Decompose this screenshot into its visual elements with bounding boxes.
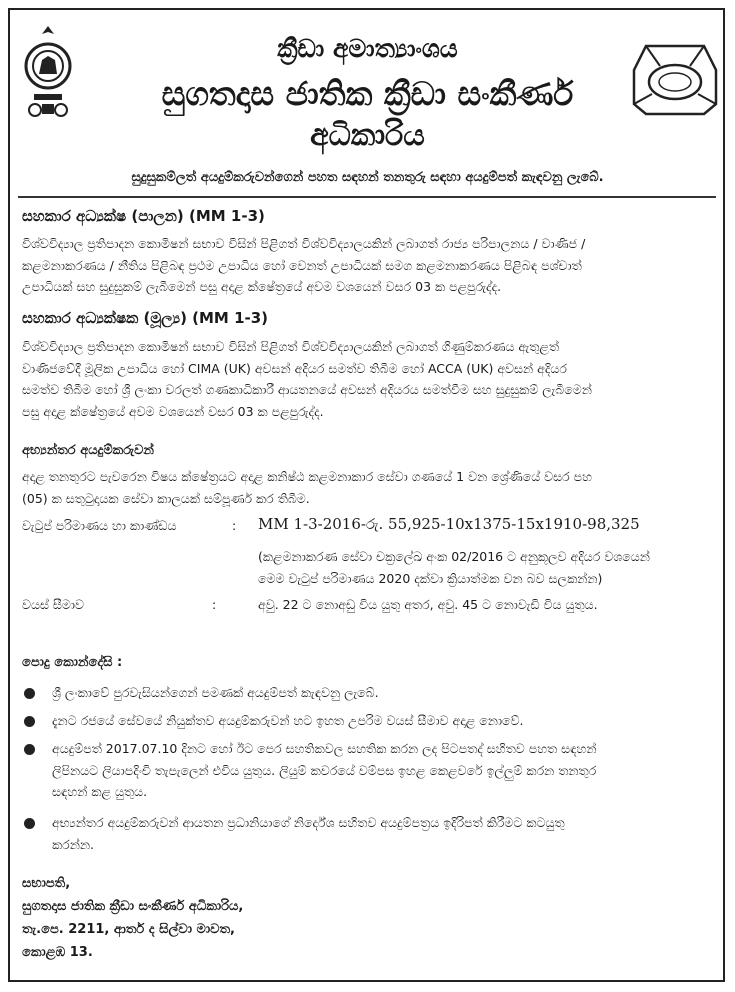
bullet-icon — [24, 688, 35, 699]
salary-label: වැටුප් පරිමාණය හා කාණ්ඩය — [22, 518, 177, 533]
text-line: කළමනාකරණය / නීතිය පිළිබඳ ප්‍රථම උපාධිය හෝ වෙනත් උපාධියක් සමග කළමනාකරණය පිළිබඳ පශ්චාත් — [22, 257, 582, 273]
text-line: කරන්න. — [52, 836, 94, 852]
text-line: (කළමනාකරණ සේවා චක්‍රලේඛ අංක 02/2016 ට අනුකූලව අදියර වශයෙන් — [258, 549, 650, 564]
text-line: විශ්වවිද්‍යාල ප්‍රතිපාදන කොමිෂන් සභාව විසින් පිළිගත් විශ්වවිද්‍යාලයකින් ලබාගත් රාජ්‍ය පරිපාලනය / වාණිජ / — [22, 236, 586, 251]
internal-applicants-title: අභ්‍යන්තර අයදුම්කරුවන් — [22, 443, 154, 458]
salary-separator: : — [232, 518, 237, 533]
text-line: (05) ක සතුටුදායක සේවා කාලයක් සම්පූර්ණ කර තිබීම. — [22, 490, 310, 506]
text-line: මෙම වැටුප් පරිමාණය 2020 දක්වා ක්‍රියාත්මක වන බව සලකන්න) — [258, 570, 603, 586]
list-item — [52, 812, 714, 855]
list-item — [52, 682, 714, 704]
text-line: සමත්ව තිබීම හෝ ශ්‍රී ලංකා වරලත් ගණකාධිකාරී ආයතනයේ අවසන් අදියරය සමත්වීම සහ සුදුසුකම් ලැබීමෙන් — [22, 382, 592, 397]
divider — [18, 196, 716, 198]
text-line: පසු අදාළ ක්ෂේත්‍රයේ අවම වශයෙන් වසර 03 ක පළපුරුද්ද. — [22, 403, 324, 419]
salary-note — [258, 546, 698, 589]
address-line: කොළඹ 13. — [22, 945, 93, 960]
age-label: වයස් සීමාව — [22, 597, 85, 612]
salary-scale: MM 1-3-2016-රු. 55,925-10x1375-15x1910-98,325 — [258, 515, 640, 533]
authority-title-line2: අධිකාරිය — [310, 118, 425, 153]
general-conditions-title: පොදු කොන්දේසි : — [22, 655, 123, 670]
bullet-icon — [24, 716, 35, 727]
text-line: සඳහන් කළ යුතුය. — [52, 784, 148, 799]
text-line: අදාළ තනතුරට පැවරෙන විෂය ක්ෂේත්‍රයට අදාළ කනිෂ්ඨ කළමනාකාර සේවා ගණයේ 1 වන ශ්‍රේණියේ වසර පහ — [22, 469, 592, 484]
text-line: විශ්වවිද්‍යාල ප්‍රතිපාදන කොමිෂන් සභාව විසින් පිළිගත් විශ්වවිද්‍යාලයකින් ලබාගත් ගිණුම්කරණය ඇතුළත් — [22, 339, 560, 354]
post-description-admin — [22, 233, 712, 298]
authority-title: සුගතදාස ජාතික ක්‍රීඩා සංකීර්ණ — [161, 74, 574, 113]
signature-block — [22, 872, 243, 964]
bullet-icon — [24, 744, 35, 755]
age-separator: : — [212, 597, 217, 612]
text-line: උපාධියක් සහ සුදුසුකම් ලැබීමෙන් පසු අදාළ ක්ෂේත්‍රයේ අවම වශයෙන් වසර 03 ක පළපුරුද්ද. — [22, 279, 502, 294]
list-item — [52, 710, 714, 732]
bullet-icon — [24, 818, 35, 829]
text-line: ලිපිනයට ලියාපදිංචි තැපැලෙන් එවිය යුතුය. ලියුම් කවරයේ වම්පස ඉහළ කෙළවරේ ඉල්ලුම් කරන තනතුර — [52, 762, 597, 778]
ministry-title: ක්‍රීඩා අමාත්‍යාංශය — [277, 34, 458, 63]
list-item — [52, 738, 714, 803]
age-limit: අවු. 22 ට නොඅඩු විය යුතු අතර, අවු. 45 ට නොවැඩි විය යුතුය. — [258, 597, 598, 612]
text-line: අයදුම්පත් 2017.07.10 දිනට හෝ ඊට පෙර සහතිකවල සහතික කරන ලද පිටපතද් සහිතව පහත සඳහන් — [52, 741, 597, 756]
address-line: සුගතදාස ජාතික ක්‍රීඩා සංකීර්ණ අධිකාරිය, — [22, 899, 244, 914]
internal-requirement — [22, 466, 712, 509]
post-description-finance — [22, 336, 712, 422]
post-title-admin: සහකාර අධ්‍යක්ෂ (පාලන) (MM 1-3) — [22, 207, 265, 225]
text-line: දැනට රජයේ සේවයේ නියුක්තව අයදුම්කරුවන් හට ඉහත උපරිම වයස් සීමාව අදාළ නොවේ. — [52, 713, 524, 728]
address-line: තැ.පෙ. 2211, ආතර් ද සිල්වා මාවත, — [22, 922, 235, 937]
intro-text: සුදුසුකම්ලත් අයදුම්කරුවන්ගෙන් පහත සඳහන් තනතුරු සඳහා අයදුම්පත් කැඳවනු ලැබේ. — [131, 170, 604, 185]
post-title-finance: සහකාර අධ්‍යක්ෂක (මූල්‍ය) (MM 1-3) — [22, 309, 269, 327]
text-line: ශ්‍රී ලංකාවේ පුරවැසියන්ගෙන් පමණක් අයදුම්පත් කැඳවනු ලැබේ. — [52, 685, 379, 700]
text-line: අභ්‍යන්තර අයදුම්කරුවන් ආයතන ප්‍රධානියාගේ නිර්දේශ සහිතව අයදුම්පත්‍රය ඉදිරිපත් කිරීමට කටයුතු — [52, 815, 565, 830]
text-line: වාණිජවේදී මූලික උපාධිය හෝ CIMA (UK) අවසන් අදියර සමත්ව තිබීම හෝ ACCA (UK) අවසන් අදියර — [22, 360, 567, 376]
signatory-title: සභාපති, — [22, 876, 71, 891]
